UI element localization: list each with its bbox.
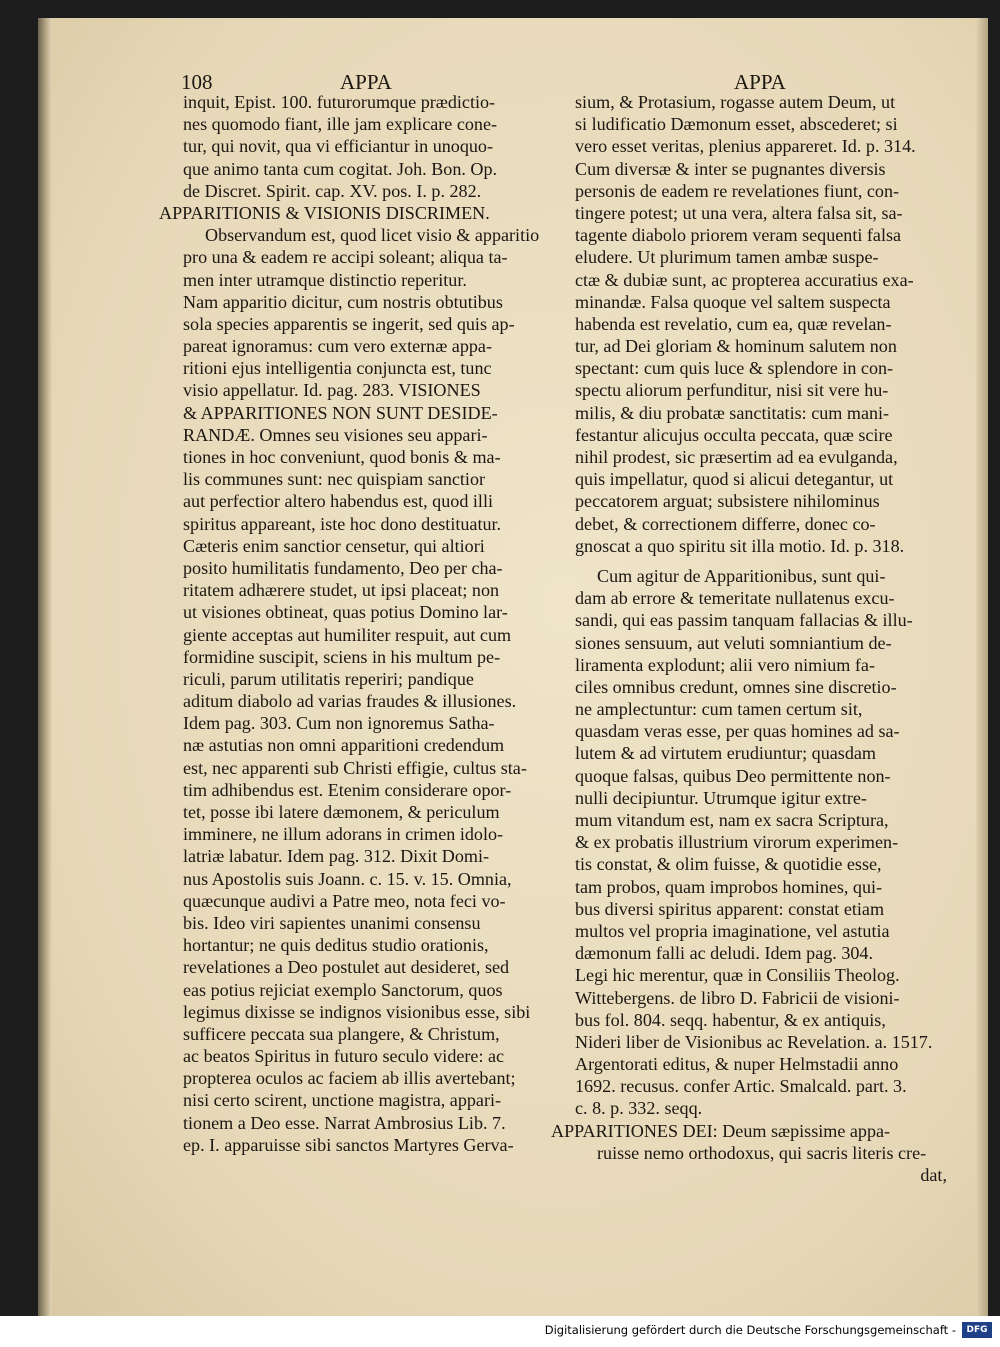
text-line: peccatorem arguat; subsistere nihilominus [575,491,880,512]
text-line: tet, posse ibi latere dæmonem, & periculum [183,802,500,822]
text-line: formidine suscipit, sciens in his multum pe- [183,646,501,667]
text-line: ut visiones obtineat, quas potius Domino lar- [183,602,508,623]
left-text-column [159,91,555,1156]
digitization-footer [0,1316,1000,1347]
text-line: multos vel propria imaginatione, vel astutia [575,920,890,941]
running-head-right: APPA [734,70,786,94]
paragraph-gap [575,557,947,565]
text-line: visio appellatur. Id. pag. 283. VISIONES [183,380,481,401]
text-line: ruisse nemo orthodoxus, qui sacris literis cre- [597,1142,927,1163]
text-line: Observandum est, quod licet visio & apparitio [205,225,540,246]
text-line: personis de eadem re revelationes fiunt, con- [575,180,900,201]
text-line: festantur alicujus occulta peccata, quæ scire [575,424,893,445]
text-line: tiones in hoc conveniunt, quod bonis & ma- [183,447,501,467]
text-line: men inter utramque distinctio reperitur. [183,269,467,290]
text-line: sandi, qui eas passim tanquam fallacias & illu- [575,610,913,631]
text-line: hortantur; ne quis deditus studio orationis, [183,935,489,956]
text-line: næ astutias non omni apparitioni credendum [183,735,505,756]
text-line: tionem a Deo esse. Narrat Ambrosius Lib. 7. [183,1112,506,1133]
right-text-column [551,91,947,1186]
book-spine-shadow [38,18,52,1316]
page-edge-shadow [976,18,988,1316]
text-line: posito humilitatis fundamento, Deo per cha- [183,557,503,578]
text-line: nisi certo scirent, unctione magistra, appari- [183,1090,502,1111]
text-line: minandæ. Falsa quoque vel saltem suspecta [575,291,891,312]
text-line: legimus dixisse se indignos visionibus esse, sibi [183,1001,531,1022]
text-line: de Discret. Spirit. cap. XV. pos. I. p. 282. [183,180,482,201]
text-line: que animo tanta cum cogitat. Joh. Bon. Op. [183,158,498,179]
text-line: dæmonum falli ac deludi. Idem pag. 304. [575,943,873,964]
text-line: bis. Ideo viri sapientes unanimi consensu [183,912,481,933]
text-line: tam probos, quam improbos homines, qui- [575,876,883,897]
text-line: quæcunque audivi a Patre meo, nota feci vo- [183,890,506,911]
text-line: sium, & Protasium, rogasse autem Deum, ut [575,92,896,112]
text-line: & APPARITIONES NON SUNT DESIDE- [183,402,498,423]
text-line: revelationes a Deo postulet aut desideret, sed [183,957,510,978]
text-line: 1692. recusus. confer Artic. Smalcald. part. 3. [575,1076,907,1097]
text-line: ctæ & dubiæ sunt, ac propterea accuratius exa- [575,269,914,290]
text-line: c. 8. p. 332. seqq. [575,1098,703,1119]
text-line: nihil prodest, sic præsertim ad ea evulganda, [575,447,898,467]
text-line: spectu aliorum perfunditur, nisi sit vere hu- [575,380,889,401]
text-line: tis constat, & olim fuisse, & quotidie esse, [575,854,882,875]
text-line: tagente diabolo priorem veram sequenti falsa [575,225,902,246]
text-line: Cum diversæ & inter se pugnantes diversis [575,158,886,179]
text-line: latriæ labatur. Idem pag. 312. Dixit Domi- [183,846,490,867]
text-line: nes quomodo fiant, ille jam explicare cone- [183,114,498,135]
text-line: sufficere peccata sua plangere, & Christum, [183,1023,500,1044]
funding-credit: Digitalisierung gefördert durch die Deutsche Forschungsgemeinschaft - [544,1323,956,1337]
text-line: mum vitandum est, nam ex sacra Scriptura, [575,810,889,830]
text-line: aditum diabolo ad varias fraudes & illusiones. [183,691,517,712]
dfg-logo: DFG [962,1322,992,1338]
text-line: lis communes sunt: nec quispiam sanctior [183,469,486,490]
text-line: dam ab errore & temeritate nullatenus excu- [575,588,895,609]
text-line: Cum agitur de Apparitionibus, sunt qui- [597,565,886,586]
running-head-left: APPA [340,70,392,94]
text-line: gnoscat a quo spiritu sit illa motio. Id. p. 318. [575,535,905,556]
text-line: quoque falsas, quibus Deo permittente non- [575,765,891,786]
text-line: milis, & diu probatæ sanctitatis: cum mani- [575,402,890,423]
text-line: eas potius rejiciat exemplo Sanctorum, quos [183,979,503,1000]
text-line: ritioni ejus intelligentia conjuncta est, tunc [183,358,492,379]
text-line: ep. I. apparuisse sibi sanctos Martyres Gerva- [183,1134,514,1155]
text-line: Nam apparitio dicitur, cum nostris obtutibus [183,291,503,312]
text-line: ac beatos Spiritus in futuro seculo videre: ac [183,1046,505,1067]
text-line: siones sensuum, aut veluti somniantium de- [575,632,892,653]
text-line: vero esset veritas, plenius appareret. Id. p. 314. [575,136,916,157]
text-line: nulli decipiuntur. Utrumque igitur extre- [575,787,867,808]
text-line: Idem pag. 303. Cum non ignoremus Satha- [183,713,495,734]
text-line: tur, qui novit, qua vi efficiantur in unoquo- [183,136,493,157]
text-line: ritatem adhærere studet, ut ipsi placeat; non [183,580,500,601]
text-line: Cæteris enim sanctior censetur, qui altiori [183,535,485,556]
text-line: spectant: cum quis luce & splendore in con- [575,358,894,379]
text-line: si ludificatio Dæmonum esset, abscederet; si [575,114,898,135]
text-line: spiritus appareant, iste hoc dono destituatur. [183,513,502,534]
text-line: Argentorati editus, & nuper Helmstadii anno [575,1054,899,1075]
text-line: imminere, ne illum adorans in crimen idolo- [183,824,504,845]
text-line: ciles omnibus credunt, omnes sine discretio- [575,676,897,697]
text-line: Legi hic merentur, quæ in Consiliis Theolog. [575,965,900,986]
text-line: tingere potest; ut una vera, altera falsa sit, sa- [575,202,903,223]
text-line: & ex probatis illustrium virorum experimen- [575,832,899,853]
page-number: 108 [181,70,213,94]
text-line: est, nec apparenti sub Christi effigie, cultus sta- [183,757,527,778]
text-line: quasdam veras esse, per quas homines ad sa- [575,721,900,742]
text-line: tur, ad Dei gloriam & hominum salutem non [575,336,897,357]
text-line: dat, [920,1165,947,1185]
text-line: bus fol. 804. seqq. habentur, & ex antiquis, [575,1009,886,1030]
text-line: habenda est revelatio, cum ea, quæ revelan- [575,313,892,334]
text-line: pro una & eadem re accipi soleant; aliqua ta- [183,247,508,268]
text-line: pareat ignoramus: cum vero externæ appa- [183,336,492,357]
text-line: liramenta explodunt; alii vero nimium fa- [575,654,875,675]
text-line: lutem & ad virtutem erudiuntur; quasdam [575,743,876,764]
text-line: giente acceptas aut humiliter respuit, aut cum [183,624,512,645]
text-line: aut perfectior altero habendus est, quod illi [183,491,494,512]
text-line: inquit, Epist. 100. futurorumque prædictio- [183,92,496,112]
text-line: tim adhibendus est. Etenim considerare opor- [183,779,512,800]
text-line: RANDÆ. Omnes seu visiones seu appari- [183,424,488,445]
text-line: quis impellatur, quod si alicui detegantur, ut [575,469,894,490]
text-line: Nideri liber de Visionibus ac Revelation. a. 1517. [575,1031,933,1052]
text-line: debet, & correctionem differre, donec co- [575,513,876,534]
text-line: nus Apostolis suis Joann. c. 15. v. 15. Omnia, [183,868,512,889]
text-line: ne amplectuntur: cum tamen certum sit, [575,699,863,720]
text-line: Wittebergens. de libro D. Fabricii de visioni- [575,987,900,1008]
text-line: eludere. Ut plurimum tamen ambæ suspe- [575,247,879,268]
text-line: APPARITIONIS & VISIONIS DISCRIMEN. [159,202,490,223]
text-line: sola species apparentis se ingerit, sed quis ap- [183,313,515,334]
text-line: riculi, parum utilitatis reperiri; pandique [183,668,474,689]
text-line: bus diversi spiritus apparent: constat etiam [575,898,885,919]
text-line: propterea oculos ac faciem ab illis avertebant; [183,1068,516,1089]
text-line: APPARITIONES DEI: Deum sæpissime appa- [551,1120,891,1141]
